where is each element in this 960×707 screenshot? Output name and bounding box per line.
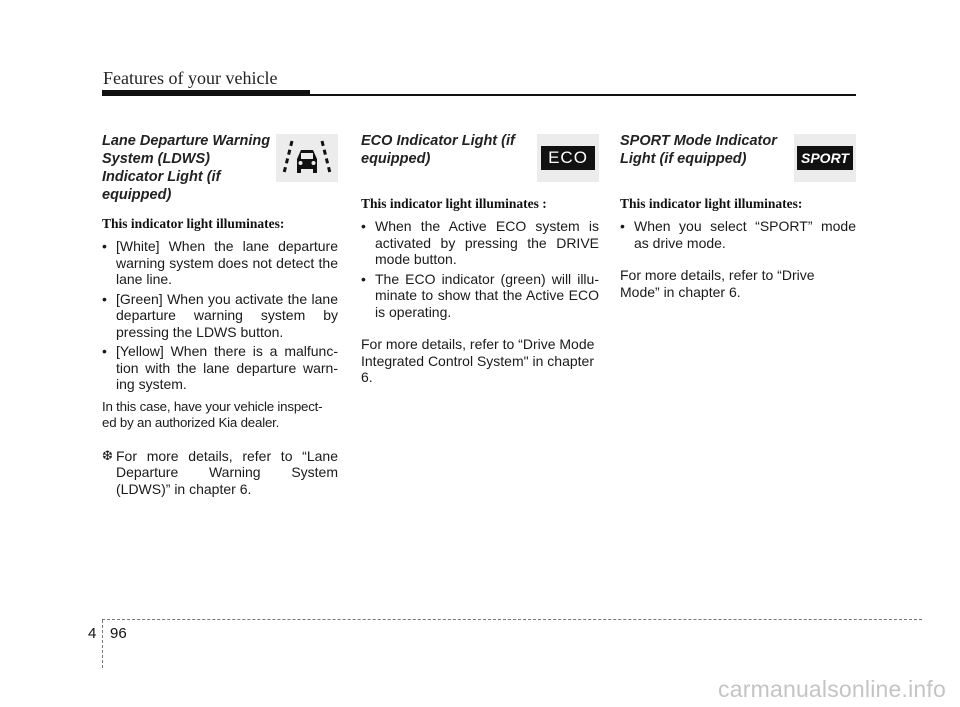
sport-indicator-label: SPORT	[797, 146, 853, 170]
ldws-title: Lane Departure Warning System (LDWS) Indicator Light (if equipped)	[102, 133, 271, 203]
eco-section	[361, 132, 599, 386]
footer-vertical-divider	[102, 620, 103, 668]
sport-reference-note: For more details, refer to “Drive Mode” in chapter 6.	[620, 267, 815, 300]
eco-indicator-icon	[537, 134, 599, 182]
list-item: • [White] When the lane departure warning system does not detect the lane line.	[102, 238, 338, 288]
sport-title: SPORT Mode Indicator Light (if equipped)	[620, 133, 777, 167]
note-text: For more details, refer to “Lane Departure Warning System (LDWS)” in chapter 6.	[116, 447, 338, 497]
watermark: carmanualsonline.info	[718, 676, 946, 702]
ldws-section	[102, 132, 338, 497]
header-rule-thick	[102, 90, 310, 96]
eco-indicator-label: ECO	[541, 146, 595, 170]
page-number: 96	[110, 625, 127, 642]
page-header-title: Features of your vehicle	[103, 68, 278, 88]
sport-indicator-icon	[794, 134, 856, 182]
sport-intro: This indicator light illuminates:	[620, 196, 803, 211]
list-item: • [Yellow] When there is a malfunc- tion with the lane departure warn- ing system.	[102, 343, 338, 393]
list-item: • The ECO indicator (green) will illu- minate to show that the Active ECO is operating.	[361, 271, 599, 321]
eco-title: ECO Indicator Light (if equipped)	[361, 133, 515, 167]
ldws-inspection-note: In this case, have your vehicle inspect- ed by an authorized Kia dealer.	[102, 398, 323, 430]
eco-bullet-list	[361, 218, 599, 320]
eco-intro: This indicator light illuminates :	[361, 196, 547, 211]
eco-reference-note: For more details, refer to “Drive Mode Integrated Control System" in chapter 6.	[361, 336, 595, 385]
chapter-number: 4	[88, 625, 97, 642]
ldws-bullet-list	[102, 238, 338, 393]
list-item: • [Green] When you activate the lane departure warning system by pressing the LDWS button.	[102, 291, 338, 341]
ldws-reference-note	[102, 448, 338, 498]
header-rule-thin	[310, 94, 856, 96]
list-item: • When you select “SPORT” mode as drive mode.	[620, 218, 856, 251]
sport-section	[620, 132, 856, 300]
list-item: • When the Active ECO system is activated by pressing the DRIVE mode button.	[361, 218, 599, 268]
ldws-intro: This indicator light illuminates:	[102, 216, 285, 231]
sport-bullet-list	[620, 218, 856, 251]
lane-departure-icon	[276, 134, 338, 182]
note-mark: ❆	[102, 447, 113, 463]
footer-divider	[102, 619, 922, 620]
